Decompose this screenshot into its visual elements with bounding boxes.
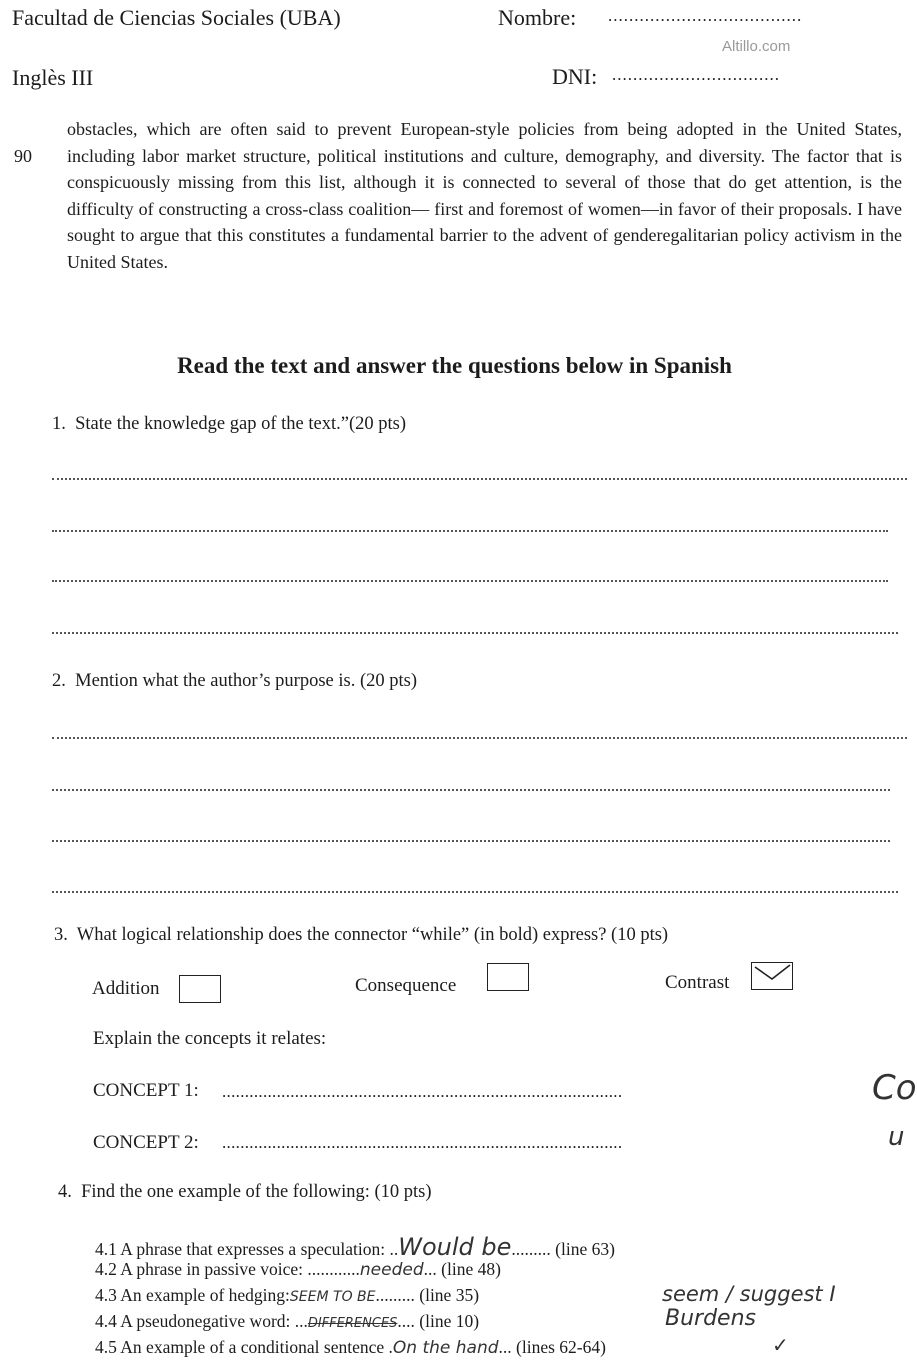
dni-field-dots[interactable]: ................................ [612, 65, 780, 84]
item-4-4-note: Burdens [665, 1306, 756, 1331]
name-field-dots[interactable]: ..................................... [608, 6, 803, 25]
concept-1-handwriting: Co [872, 1068, 917, 1108]
item-4-2-suffix: ... (line 48) [423, 1259, 501, 1279]
faculty-name: Facultad de Ciencias Sociales (UBA) [12, 5, 341, 30]
question-1-number: 1. [52, 414, 66, 434]
option-contrast-checkbox[interactable] [751, 962, 793, 990]
check-mark-icon [752, 963, 794, 991]
instructions-title: Read the text and answer the questions below in Spanish [177, 353, 732, 378]
explain-concepts: Explain the concepts it relates: [93, 1028, 327, 1049]
option-consequence-label: Consequence [355, 975, 457, 996]
name-label: Nombre: [498, 5, 577, 30]
concept-2-dots[interactable]: ........................................................................................ [222, 1133, 623, 1152]
item-4-5-answer[interactable]: On the hand [392, 1338, 499, 1358]
reading-passage [67, 116, 902, 275]
list-item [95, 1311, 479, 1332]
question-4-text: Find the one example of the following: (10 pts) [81, 1182, 432, 1202]
watermark: Altillo.com [722, 38, 791, 55]
item-4-3-answer[interactable]: SEEM TO BE [289, 1289, 376, 1305]
option-contrast-label: Contrast [665, 972, 730, 993]
question-4-number: 4. [58, 1182, 72, 1202]
passage-text: obstacles, which are often said to prevent European-style policies from being adopted in the United States, including labor market structure, political institutions and culture, demography, and diversity. The factor that is conspicuously missing from this list, although it is connected to several of those that do get attention, is the difficulty of constructing a cross-class coalition— first and foremost of women—in favor of their proposals. I have sought to argue that this constitutes a fundamental barrier to the advent of genderegalitarian policy activism in the United States. [67, 119, 902, 272]
question-2-number: 2. [52, 671, 66, 691]
item-4-3-suffix: ......... (line 35) [375, 1285, 480, 1305]
question-1 [52, 414, 406, 435]
item-4-2-answer[interactable]: needed [359, 1260, 424, 1280]
item-4-1-suffix: ......... (line 63) [511, 1239, 615, 1259]
item-4-4-suffix: .... (line 10) [397, 1311, 480, 1331]
question-1-text: State the knowledge gap of the text. [75, 414, 341, 434]
item-4-1-answer[interactable]: Would be [398, 1233, 512, 1261]
item-4-5-check-icon: ✓ [772, 1333, 789, 1357]
item-4-2-prefix: 4.2 A phrase in passive voice: ............ [95, 1259, 360, 1279]
course-name: Inglès III [12, 65, 94, 90]
concept-1-dots[interactable]: ........................................................................................ [222, 1082, 623, 1101]
item-4-3-note: seem / suggest I [662, 1282, 836, 1306]
item-4-4-answer[interactable]: DIFFERENCES [307, 1316, 398, 1331]
answer-line-1d[interactable] [52, 632, 898, 634]
question-3 [54, 925, 668, 946]
dni-label: DNI: [552, 64, 598, 89]
answer-line-1b[interactable] [52, 530, 888, 532]
list-item [95, 1337, 606, 1358]
answer-line-2d[interactable] [52, 891, 898, 893]
question-1-points: (20 pts) [348, 414, 406, 434]
option-consequence-checkbox[interactable] [487, 963, 529, 991]
item-4-4-prefix: 4.4 A pseudonegative word: ... [95, 1311, 308, 1331]
concept-2-label: CONCEPT 2: [93, 1132, 199, 1153]
answer-line-1a[interactable] [52, 478, 907, 480]
question-4 [58, 1182, 432, 1203]
item-4-1-prefix: 4.1 A phrase that expresses a speculation: .. [95, 1239, 399, 1259]
answer-line-2b[interactable] [52, 789, 890, 791]
item-4-5-prefix: 4.5 An example of a conditional sentence . [95, 1337, 393, 1357]
option-addition-label: Addition [92, 978, 160, 999]
list-item [95, 1285, 479, 1306]
question-1-mark: ” [340, 414, 349, 434]
question-3-text: What logical relationship does the connector “while” (in bold) express? (10 pts) [76, 925, 669, 945]
list-item [95, 1233, 615, 1261]
list-item [95, 1259, 501, 1280]
question-2-text: Mention what the author’s purpose is. (20 pts) [75, 671, 417, 691]
answer-line-1c[interactable] [52, 580, 888, 582]
concept-1-label: CONCEPT 1: [93, 1080, 199, 1101]
item-4-5-suffix: ... (lines 62-64) [498, 1337, 606, 1357]
answer-line-2a[interactable] [52, 737, 907, 739]
option-addition-checkbox[interactable] [179, 975, 221, 1003]
answer-line-2c[interactable] [52, 840, 890, 842]
question-2 [52, 671, 417, 692]
question-3-number: 3. [54, 925, 68, 945]
line-number: 90 [14, 146, 32, 166]
item-4-3-prefix: 4.3 An example of hedging: [95, 1285, 290, 1305]
concept-2-handwriting: u [888, 1122, 905, 1152]
